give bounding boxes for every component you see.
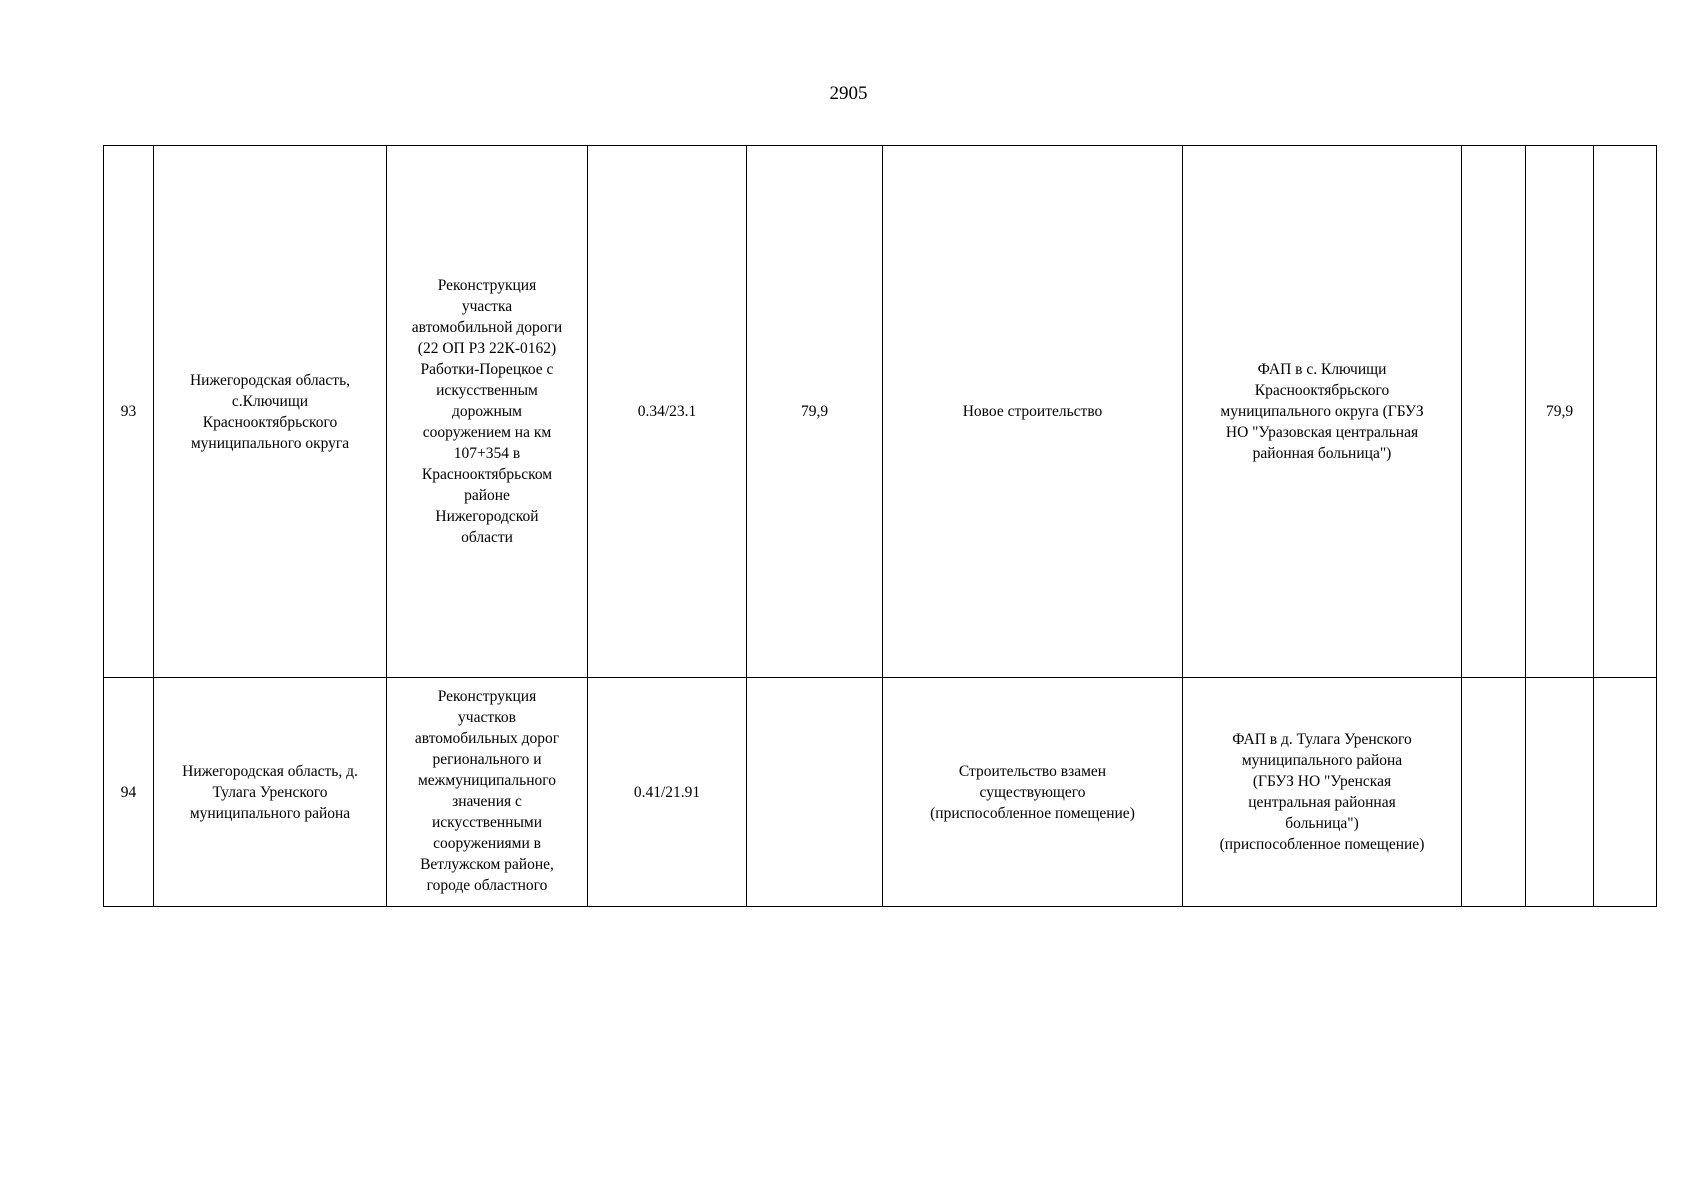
cell-object: Реконструкция участков автомобильных дорог регионального и межмуниципального значения с искусственными сооружениями в Ветлужском районе, городе областного — [387, 678, 588, 907]
cell-value: 79,9 — [747, 146, 883, 678]
cell-value — [747, 678, 883, 907]
cell-col10 — [1594, 146, 1657, 678]
cell-col9: 79,9 — [1526, 146, 1594, 678]
cell-location: Нижегородская область, с.Ключищи Краснооктябрьского муниципального округа — [154, 146, 387, 678]
table-row — [104, 678, 1657, 907]
cell-distance: 0.34/23.1 — [588, 146, 747, 678]
cell-col9 — [1526, 678, 1594, 907]
table-row — [104, 146, 1657, 678]
cell-facility: ФАП в с. Ключищи Краснооктябрьского муниципального округа (ГБУЗ НО "Уразовская центральная районная больница") — [1183, 146, 1462, 678]
cell-col10 — [1594, 678, 1657, 907]
cell-location: Нижегородская область, д. Тулага Уренского муниципального района — [154, 678, 387, 907]
cell-col8 — [1462, 678, 1526, 907]
cell-construction-type: Строительство взамен существующего (приспособленное помещение) — [883, 678, 1183, 907]
cell-facility: ФАП в д. Тулага Уренского муниципального района (ГБУЗ НО "Уренская центральная районная больница") (приспособленное помещение) — [1183, 678, 1462, 907]
cell-construction-type: Новое строительство — [883, 146, 1183, 678]
cell-number: 93 — [104, 146, 154, 678]
cell-distance: 0.41/21.91 — [588, 678, 747, 907]
cell-object: Реконструкция участка автомобильной дороги (22 ОП РЗ 22К-0162) Работки-Порецкое с искусственным дорожным сооружением на км 107+354 в Краснооктябрьском районе Нижегородской области — [387, 146, 588, 678]
cell-number: 94 — [104, 678, 154, 907]
data-table — [103, 145, 1657, 907]
page-number: 2905 — [829, 83, 868, 104]
cell-col8 — [1462, 146, 1526, 678]
